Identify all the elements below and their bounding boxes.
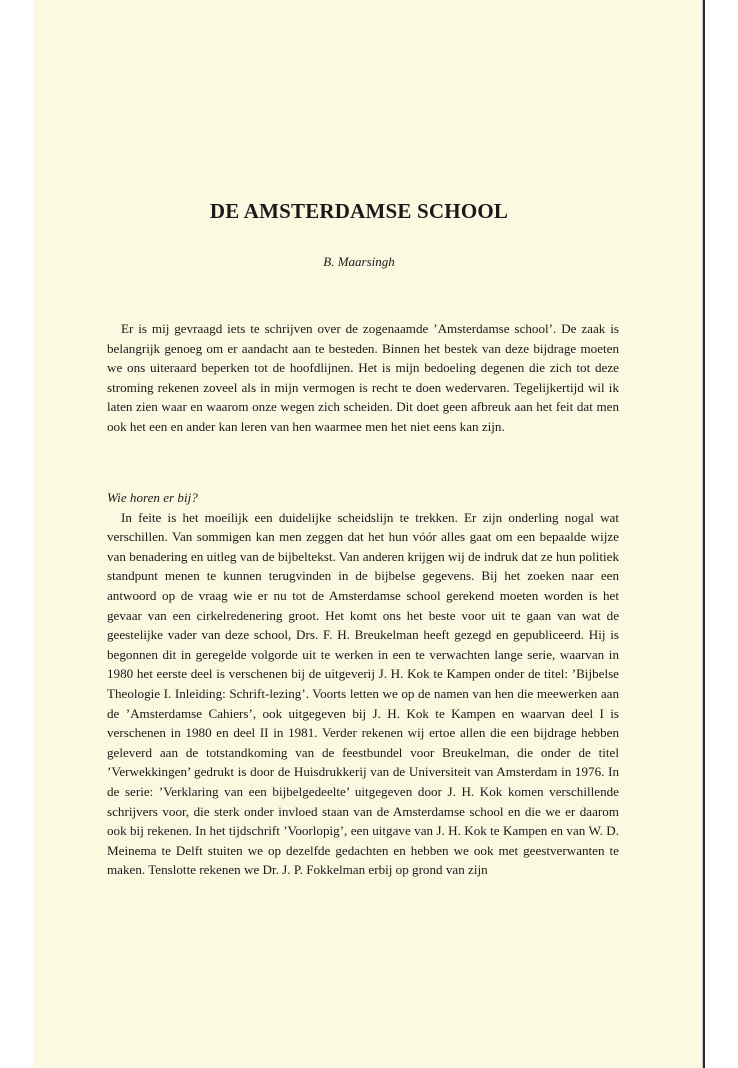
document-title: DE AMSTERDAMSE SCHOOL: [209, 199, 509, 223]
intro-section: [107, 319, 619, 437]
section-paragraph: In feite is het moeilijk een duidelijke scheidslijn te trekken. Er zijn onderling nogal wat verschillen. Van sommigen kan men zeggen dat het hun vóór alles gaat om een bepaalde wijze van benadering en uitleg van de bijbeltekst. Van anderen krijgen wij de indruk dat ze hun politiek standpunt menen te kunnen terugvinden in de bijbelse gegevens. Bij het zoeken naar een antwoord op de vraag wie er nu tot de Amsterdamse school gerekend moeten worden is het gevaar van een cirkelredenering groot. Het komt ons het beste voor uit te gaan van wat de geestelijke vader van deze school, Drs. F. H. Breukelman heeft gezegd en gepubliceerd. Hij is begonnen dit in geregelde volgorde uit te werken in een te verwachten lange serie, waarvan in 1980 het eerste deel is verschenen bij de uitgeverij J. H. Kok te Kampen onder de titel: ’Bijbelse Theologie I. Inleiding: Schrift-lezing’. Voorts letten we op de namen van hen die meewerken aan de ’Amsterdamse Cahiers’, ook uitgegeven bij J. H. Kok te Kampen en waarvan deel I is verschenen in 1980 en deel II in 1981. Verder rekenen wij ertoe allen die een bijdrage hebben geleverd aan de totstandkoming van de feestbundel voor Breukelman, die onder de titel ’Verwekkingen’ gedrukt is door de Huisdrukkerij van de Universiteit van Amsterdam in 1976. In de serie: ’Verklaring van een bijbelgedeelte’ uitgegeven door J. H. Kok komen verschillende schrijvers voor, die sterk onder invloed staan van de Amsterdamse school en die we er daarom ook bij rekenen. In het tijdschrift ’Voorlopig’, een uitgave van J. H. Kok te Kampen en van W. D. Meinema te Delft stuiten we op dezelfde gedachten en hebben we ook met geestverwanten te maken. Tenslotte rekenen we Dr. J. P. Fokkelman erbij op grond van zijn: [107, 509, 619, 878]
page-edge-shadow: [703, 0, 705, 1068]
intro-paragraph: Er is mij gevraagd iets te schrijven over de zogenaamde ’Amsterdamse school’. De zaak is belangrijk genoeg om er aandacht aan te besteden. Binnen het bestek van deze bijdrage moeten we ons uiteraard beperken tot de hoofdlijnen. Het is mijn bedoeling degenen die zich tot deze stroming rekenen zoveel als in mijn vermogen is recht te doen wedervaren. Tegelijkertijd wil ik laten zien waar en waarom onze wegen zich scheiden. Dit doet geen afbreuk aan het feit dat men ook het een en ander kan leren van hen waarmee men het niet eens kan zijn.: [107, 321, 619, 434]
document-author: B. Maarsingh: [323, 254, 395, 269]
section-heading: Wie horen er bij?: [107, 490, 198, 505]
section-wie-horen-er-bij: [107, 488, 619, 880]
